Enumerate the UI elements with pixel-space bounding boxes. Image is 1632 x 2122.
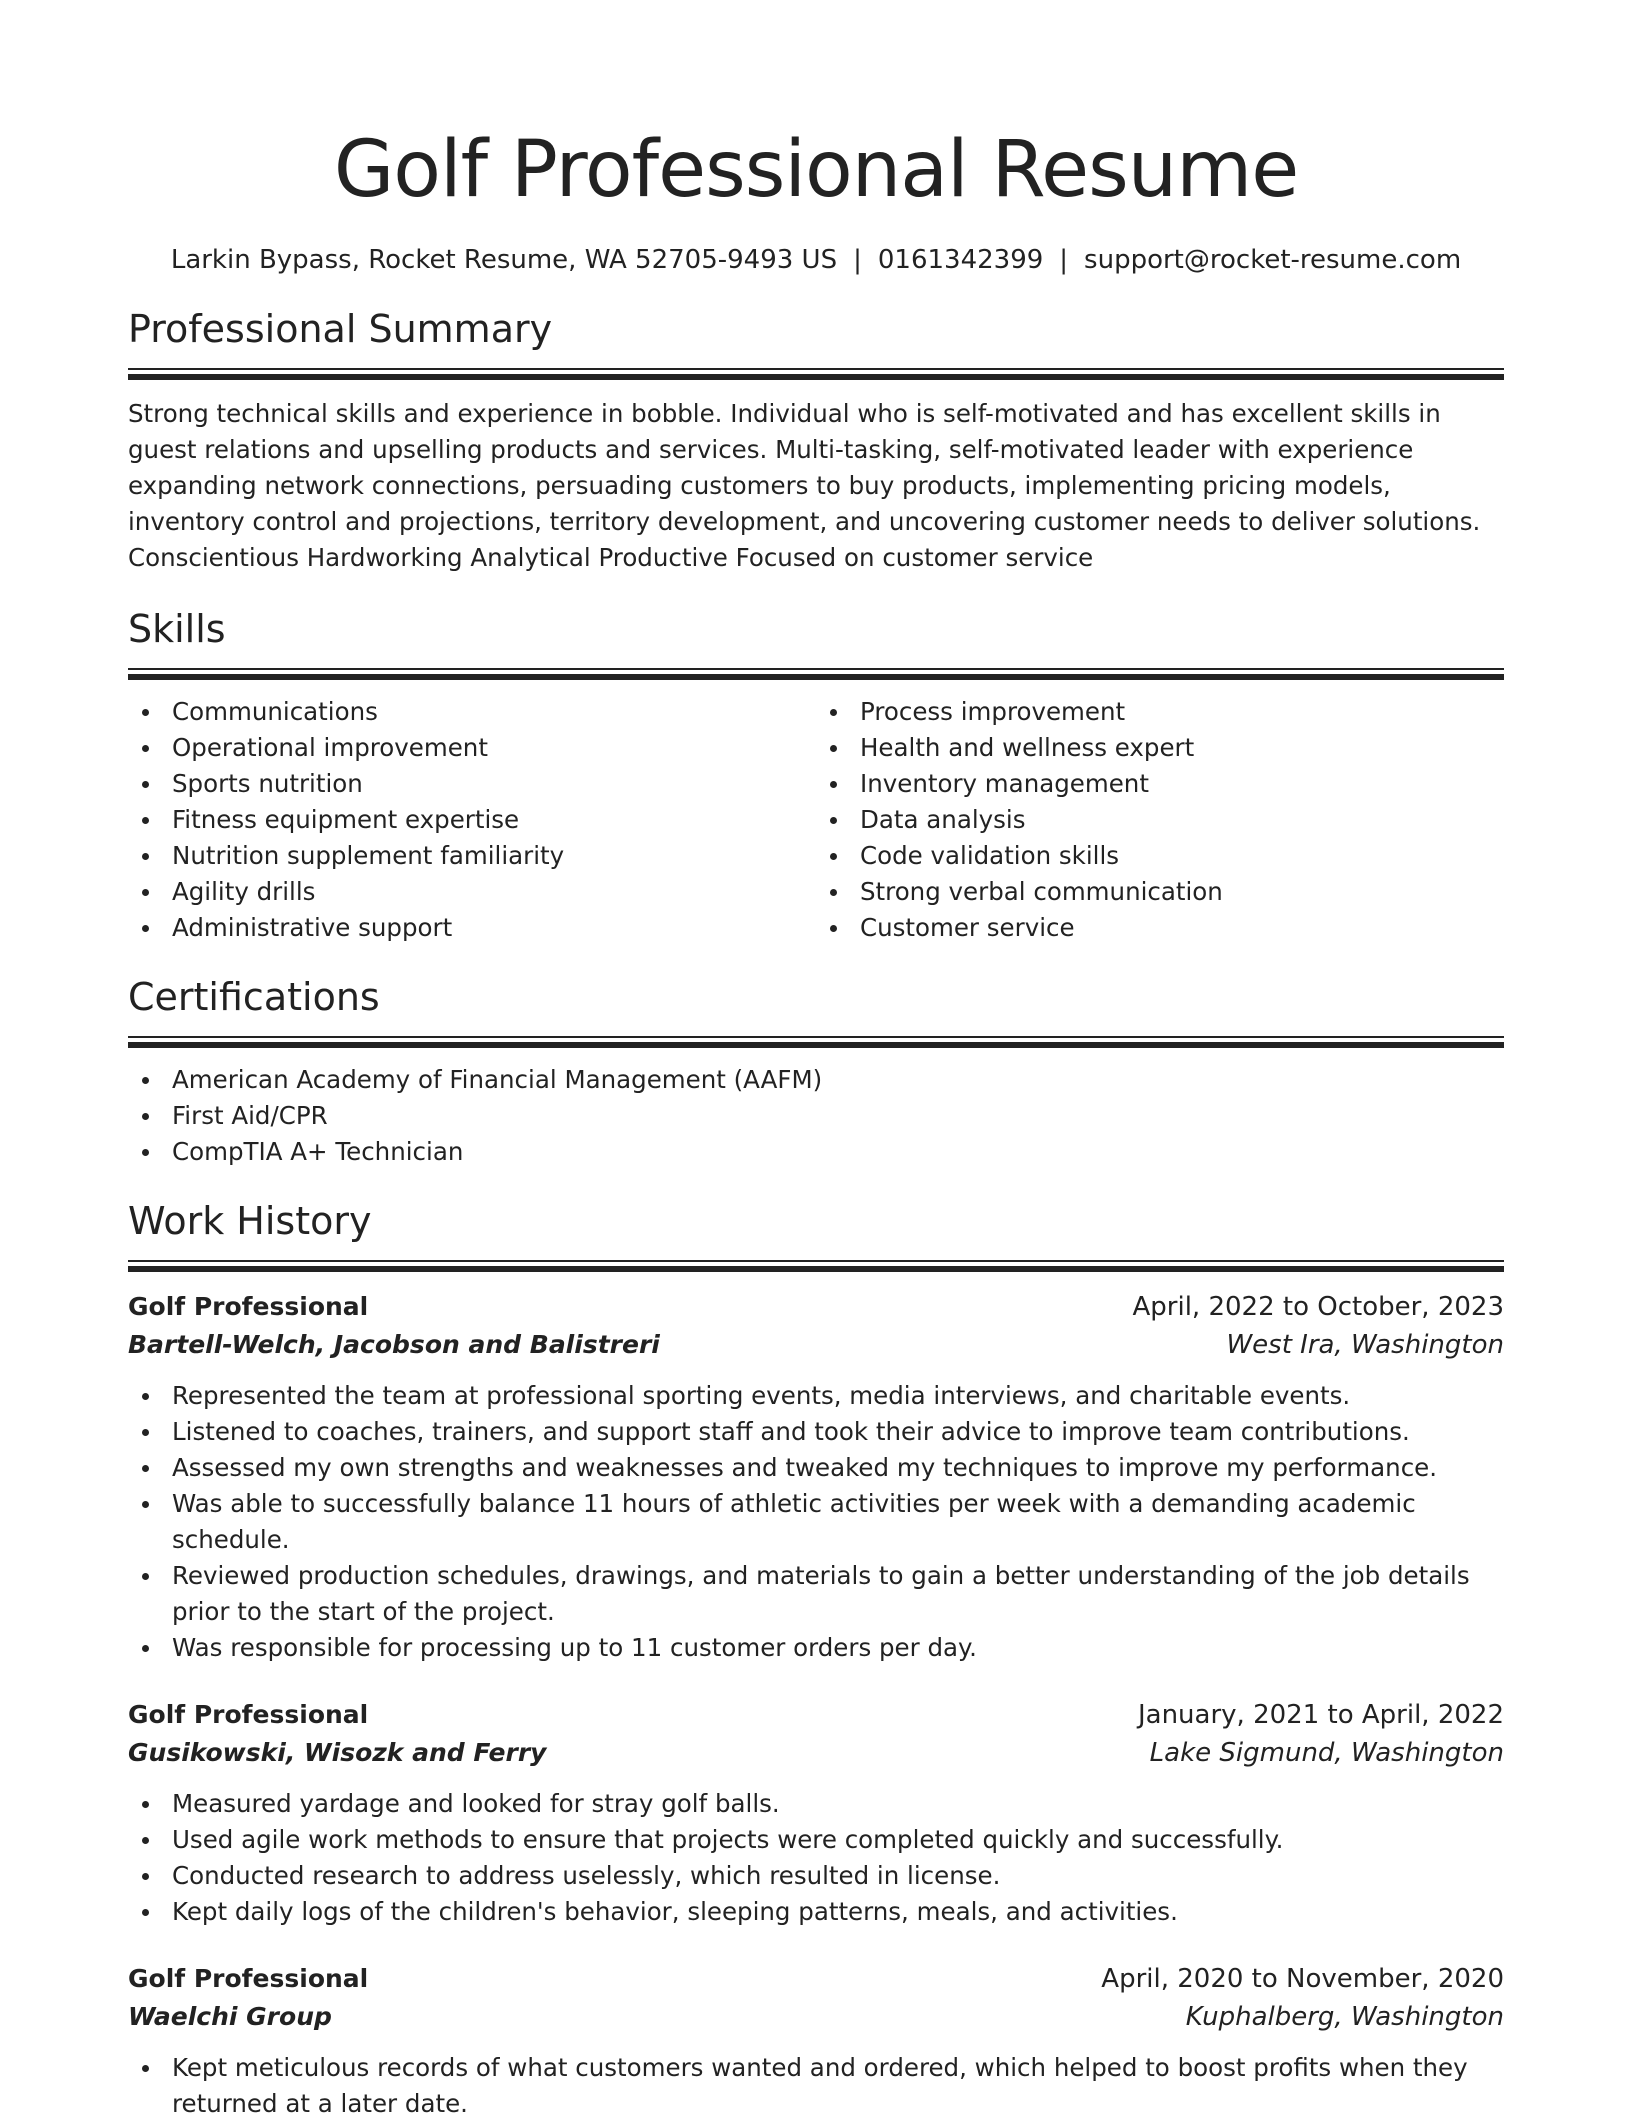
job-bullet-list <box>128 2050 1504 2122</box>
contact-email[interactable]: support@rocket-resume.com <box>1084 245 1462 275</box>
skill-item: Inventory management <box>816 766 1504 802</box>
job-title: Golf Professional <box>128 1292 369 1321</box>
certification-item: American Academy of Financial Management (AAFM) <box>128 1062 1504 1098</box>
job-header <box>128 1960 1504 1998</box>
skill-item: Code validation skills <box>816 838 1504 874</box>
skill-item: Sports nutrition <box>128 766 816 802</box>
skill-item: Customer service <box>816 910 1504 946</box>
job-title: Golf Professional <box>128 1964 369 1993</box>
skills-left-list <box>128 694 816 946</box>
certifications-section <box>128 972 1504 1170</box>
job-company: Bartell-Welch, Jacobson and Balistreri <box>128 1330 660 1359</box>
contact-phone: 0161342399 <box>877 245 1044 275</box>
job-location: West Ira, Washington <box>1226 1330 1504 1360</box>
work-history-heading: Work History <box>128 1199 372 1243</box>
contact-separator: | <box>1059 245 1069 275</box>
skill-item: Nutrition supplement familiarity <box>128 838 816 874</box>
skills-right-list <box>816 694 1504 946</box>
job-bullet: Kept daily logs of the children's behavior, sleeping patterns, meals, and activities. <box>128 1894 1504 1930</box>
certifications-heading: Certifications <box>128 975 380 1019</box>
skills-grid <box>128 694 1504 946</box>
job-bullet: Conducted research to address uselessly, which resulted in license. <box>128 1858 1504 1894</box>
summary-section <box>128 304 1504 576</box>
summary-text: Strong technical skills and experience in bobble. Individual who is self-motivated and has excellent skills in guest relations and upselling products and services. Multi-tasking, self-motivated leader with experience expanding network connections, persuading customers to buy products, implementing pricing models, inventory control and projections, territory development, and uncovering customer needs to deliver solutions. Conscientious Hardworking Analytical Productive Focused on customer service <box>128 399 1481 572</box>
job-bullet: Reviewed production schedules, drawings, and materials to gain a better understanding of the job details prior to the start of the project. <box>128 1558 1504 1630</box>
skills-section <box>128 604 1504 946</box>
work-history-section <box>128 1196 1504 2122</box>
skill-item: Fitness equipment expertise <box>128 802 816 838</box>
job-bullet: Listened to coaches, trainers, and support staff and took their advice to improve team contributions. <box>128 1414 1504 1450</box>
job-header <box>128 1696 1504 1734</box>
skill-item: Process improvement <box>816 694 1504 730</box>
job-bullet: Was able to successfully balance 11 hours of athletic activities per week with a demanding academic schedule. <box>128 1486 1504 1558</box>
job-subheader <box>128 1326 1504 1364</box>
job-title: Golf Professional <box>128 1700 369 1729</box>
job-company: Gusikowski, Wisozk and Ferry <box>128 1738 547 1767</box>
job-subheader <box>128 1998 1504 2036</box>
job-company: Waelchi Group <box>128 2002 332 2031</box>
contact-address: Larkin Bypass, Rocket Resume, WA 52705-9493 US <box>170 245 838 275</box>
skill-item: Data analysis <box>816 802 1504 838</box>
certifications-list <box>128 1062 1504 1170</box>
job-bullet: Kept meticulous records of what customers wanted and ordered, which helped to boost profits when they returned at a later date. <box>128 2050 1504 2122</box>
job-location: Lake Sigmund, Washington <box>1149 1738 1504 1768</box>
skills-heading: Skills <box>128 607 226 651</box>
job-entry <box>128 1288 1504 1666</box>
job-entry <box>128 1960 1504 2122</box>
section-divider <box>128 1036 1504 1048</box>
contact-separator: | <box>853 245 862 275</box>
section-divider <box>128 368 1504 380</box>
skill-item: Health and wellness expert <box>816 730 1504 766</box>
skill-item: Communications <box>128 694 816 730</box>
certification-item: CompTIA A+ Technician <box>128 1134 1504 1170</box>
job-dates: April, 2022 to October, 2023 <box>1132 1292 1504 1322</box>
job-bullet: Assessed my own strengths and weaknesses and tweaked my techniques to improve my performance. <box>128 1450 1504 1486</box>
job-dates: January, 2021 to April, 2022 <box>1137 1700 1504 1730</box>
job-bullet: Represented the team at professional sporting events, media interviews, and charitable events. <box>128 1378 1504 1414</box>
job-dates: April, 2020 to November, 2020 <box>1101 1964 1504 1994</box>
certification-item: First Aid/CPR <box>128 1098 1504 1134</box>
skill-item: Strong verbal communication <box>816 874 1504 910</box>
job-bullet-list <box>128 1378 1504 1666</box>
job-location: Kuphalberg, Washington <box>1185 2002 1504 2032</box>
skill-item: Agility drills <box>128 874 816 910</box>
summary-heading: Professional Summary <box>128 307 553 351</box>
job-bullet-list <box>128 1786 1504 1930</box>
contact-line <box>128 242 1504 278</box>
job-bullet: Was responsible for processing up to 11 customer orders per day. <box>128 1630 1504 1666</box>
resume-title: Golf Professional Resume <box>333 125 1299 215</box>
job-bullet: Measured yardage and looked for stray golf balls. <box>128 1786 1504 1822</box>
job-bullet: Used agile work methods to ensure that projects were completed quickly and successfully. <box>128 1822 1504 1858</box>
skill-item: Operational improvement <box>128 730 816 766</box>
section-divider <box>128 1260 1504 1272</box>
skill-item: Administrative support <box>128 910 816 946</box>
job-subheader <box>128 1734 1504 1772</box>
job-entry <box>128 1696 1504 1930</box>
section-divider <box>128 668 1504 680</box>
job-header <box>128 1288 1504 1326</box>
